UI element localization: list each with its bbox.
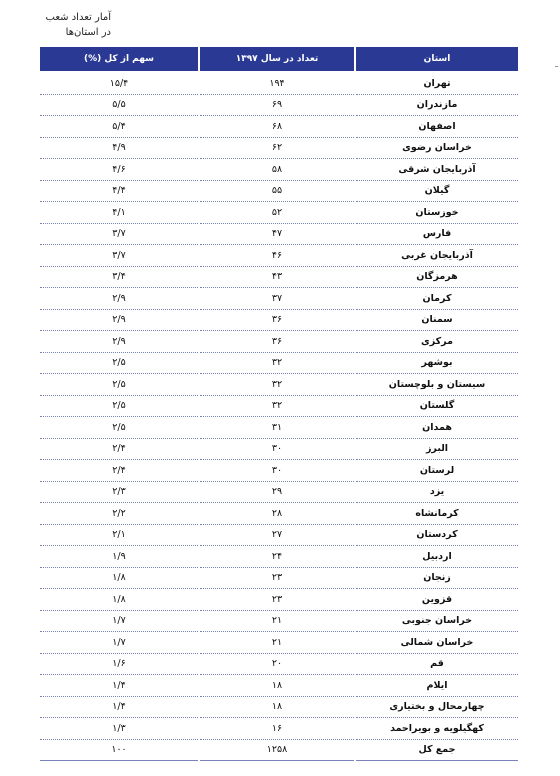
cell-share: ۱/۶ [40,654,198,676]
cell-province: خراسان رضوی [356,138,518,160]
cell-province: مازندران [356,95,518,117]
table-row [40,675,518,697]
cell-share: ۴/۴ [40,181,198,203]
cell-count: ۲۳ [200,568,354,590]
cell-share: ۱/۸ [40,589,198,611]
cell-province: قم [356,654,518,676]
cell-count: ۶۸ [200,116,354,138]
cell-share: ۱/۹ [40,546,198,568]
table-row [40,417,518,439]
page-edge-mark [555,66,558,67]
cell-share: ۱/۷ [40,632,198,654]
cell-share: ۱/۸ [40,568,198,590]
cell-province: جمع کل [356,740,518,762]
cell-count: ۱۲۵۸ [200,740,354,762]
cell-province: مرکزی [356,331,518,353]
cell-count: ۲۳ [200,589,354,611]
cell-province: گلستان [356,396,518,418]
branches-table [38,47,520,761]
cell-share: ۱/۴ [40,675,198,697]
cell-count: ۳۶ [200,331,354,353]
cell-share: ۵/۴ [40,116,198,138]
cell-count: ۳۱ [200,417,354,439]
table-caption [1,10,111,40]
cell-province: آذربایجان غربی [356,245,518,267]
table-row [40,654,518,676]
cell-province: لرستان [356,460,518,482]
cell-share: ۲/۴ [40,439,198,461]
cell-province: اصفهان [356,116,518,138]
table-row [40,611,518,633]
table-row [40,310,518,332]
cell-share: ۴/۹ [40,138,198,160]
table-row [40,245,518,267]
cell-province: اردبیل [356,546,518,568]
cell-province: خراسان جنوبی [356,611,518,633]
cell-count: ۶۹ [200,95,354,117]
table-body [40,73,518,761]
header-province: استان [356,47,518,73]
table-row [40,267,518,289]
cell-province: خوزستان [356,202,518,224]
cell-count: ۲۸ [200,503,354,525]
caption-line-2: در استان‌ها [65,27,111,38]
table-row [40,697,518,719]
table-row [40,138,518,160]
cell-province: ایلام [356,675,518,697]
cell-province: سمنان [356,310,518,332]
table-row [40,718,518,740]
cell-province: گیلان [356,181,518,203]
table-row [40,288,518,310]
cell-province: کرمانشاه [356,503,518,525]
table-row [40,396,518,418]
cell-count: ۱۶ [200,718,354,740]
cell-count: ۲۰ [200,654,354,676]
cell-province: هرمزگان [356,267,518,289]
cell-count: ۲۱ [200,632,354,654]
cell-share: ۳/۷ [40,224,198,246]
cell-share: ۱/۷ [40,611,198,633]
cell-province: همدان [356,417,518,439]
cell-province: فارس [356,224,518,246]
caption-line-1: آمار تعداد شعب [45,12,111,23]
cell-province: یزد [356,482,518,504]
table-row [40,353,518,375]
table-row [40,374,518,396]
table-row [40,181,518,203]
cell-share: ۲/۵ [40,353,198,375]
cell-count: ۳۲ [200,396,354,418]
cell-count: ۵۲ [200,202,354,224]
cell-province: کهگیلویه و بویراحمد [356,718,518,740]
cell-province: تهران [356,73,518,95]
total-row [40,740,518,762]
cell-share: ۱۵/۴ [40,73,198,95]
cell-share: ۱/۴ [40,697,198,719]
table-row [40,73,518,95]
cell-province: کردستان [356,525,518,547]
cell-share: ۱۰۰ [40,740,198,762]
cell-share: ۲/۳ [40,482,198,504]
cell-share: ۲/۹ [40,331,198,353]
cell-share: ۲/۹ [40,288,198,310]
cell-count: ۲۱ [200,611,354,633]
cell-count: ۳۲ [200,374,354,396]
cell-share: ۵/۵ [40,95,198,117]
cell-count: ۶۲ [200,138,354,160]
cell-count: ۳۲ [200,353,354,375]
cell-province: چهارمحال و بختیاری [356,697,518,719]
cell-share: ۳/۴ [40,267,198,289]
cell-count: ۲۹ [200,482,354,504]
cell-share: ۲/۵ [40,396,198,418]
cell-count: ۵۵ [200,181,354,203]
table-row [40,439,518,461]
table-row [40,546,518,568]
table-row [40,632,518,654]
cell-count: ۴۳ [200,267,354,289]
table-row [40,202,518,224]
cell-count: ۱۹۴ [200,73,354,95]
cell-share: ۲/۲ [40,503,198,525]
cell-count: ۳۷ [200,288,354,310]
cell-province: کرمان [356,288,518,310]
cell-province: زنجان [356,568,518,590]
cell-share: ۴/۱ [40,202,198,224]
table-row [40,331,518,353]
cell-share: ۲/۹ [40,310,198,332]
cell-share: ۲/۵ [40,417,198,439]
cell-share: ۱/۳ [40,718,198,740]
table-row [40,482,518,504]
cell-province: خراسان شمالی [356,632,518,654]
table-row [40,568,518,590]
cell-province: بوشهر [356,353,518,375]
cell-count: ۲۴ [200,546,354,568]
table-row [40,159,518,181]
cell-province: قزوین [356,589,518,611]
cell-province: سیستان و بلوچستان [356,374,518,396]
cell-share: ۲/۱ [40,525,198,547]
cell-count: ۴۷ [200,224,354,246]
cell-share: ۴/۶ [40,159,198,181]
cell-count: ۳۰ [200,439,354,461]
cell-share: ۳/۷ [40,245,198,267]
cell-province: آذربایجان شرقی [356,159,518,181]
table-row [40,589,518,611]
table-header-row [40,47,518,73]
cell-share: ۲/۵ [40,374,198,396]
table-row [40,503,518,525]
cell-count: ۲۷ [200,525,354,547]
table-row [40,460,518,482]
cell-province: البرز [356,439,518,461]
table-row [40,525,518,547]
table-row [40,95,518,117]
header-count: تعداد در سال ۱۳۹۷ [200,47,354,73]
cell-count: ۱۸ [200,697,354,719]
cell-count: ۴۶ [200,245,354,267]
table-row [40,116,518,138]
cell-count: ۱۸ [200,675,354,697]
cell-count: ۳۰ [200,460,354,482]
table-row [40,224,518,246]
header-share: سهم از کل (%) [40,47,198,73]
cell-count: ۵۸ [200,159,354,181]
cell-count: ۳۶ [200,310,354,332]
cell-share: ۲/۴ [40,460,198,482]
